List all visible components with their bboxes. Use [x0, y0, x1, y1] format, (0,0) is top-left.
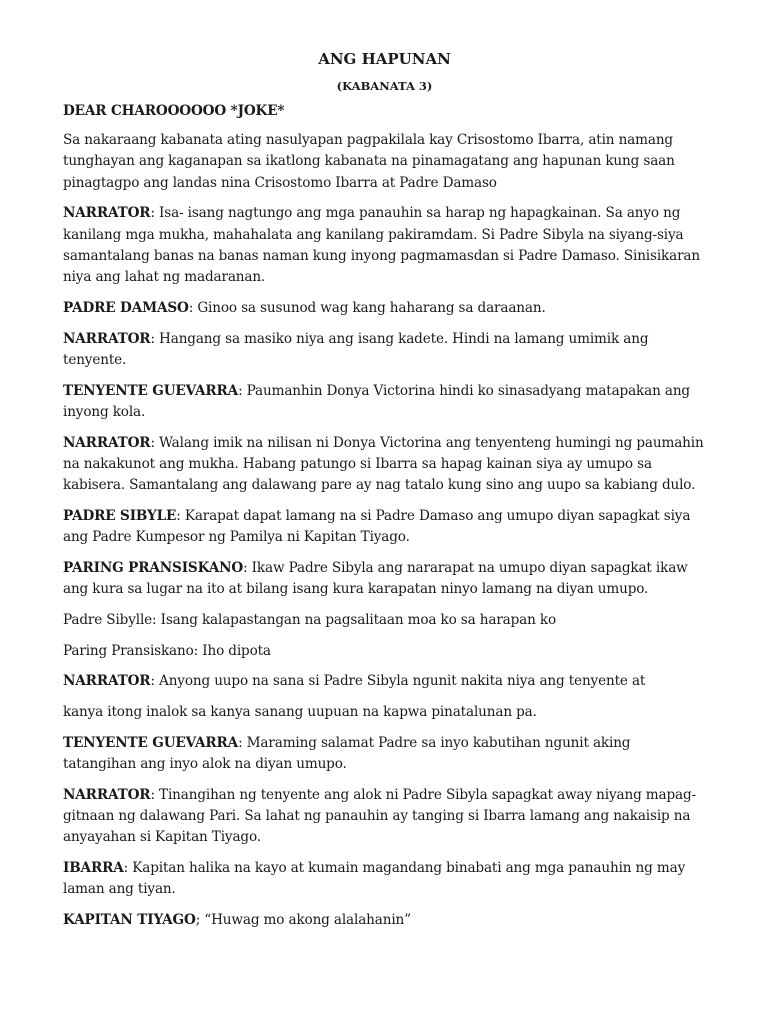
dialogue-paragraph [63, 329, 706, 371]
paragraph-text: Sa nakaraang kabanata ating nasulyapan pagpakilala kay Crisostomo Ibarra, atin namang tunghayan ang kaganapan sa ikatlong kabanata na pinamagatang ang hapunan kung saan pinagtagpo ang landas nina Crisostomo Ibarra at Padre Damaso [63, 132, 675, 191]
body-paragraph [63, 702, 706, 723]
speaker-name: NARRATOR [63, 673, 151, 690]
dialogue-paragraph [63, 671, 706, 692]
document-body [63, 130, 706, 931]
dialogue-paragraph [63, 506, 706, 548]
paragraph-text: : Karapat dapat lamang na si Padre Damaso ang umupo diyan sapagkat siya ang Padre Kumpesor ng Pamilya ni Kapitan Tiyago. [63, 507, 691, 546]
speaker-name: KAPITAN TIYAGO [63, 912, 196, 929]
paragraph-text: : Ikaw Padre Sibyla ang nararapat na umupo diyan sapagkat ikaw ang kura sa lugar na ito at bilang isang kura karapatan ninyo lamang na diyan umupo. [63, 559, 688, 598]
dialogue-paragraph [63, 558, 706, 600]
dialogue-paragraph [63, 203, 706, 288]
paragraph-text: : Anyong uupo na sana si Padre Sibyla ngunit nakita niya ang tenyente at [150, 673, 646, 690]
speaker-name: NARRATOR [63, 434, 151, 451]
speaker-name: TENYENTE GUEVARRA [63, 735, 239, 751]
speaker-name: NARRATOR [63, 205, 151, 222]
speaker-name: TENYENTE GUEVARRA [63, 382, 239, 399]
paragraph-text: : Ginoo sa susunod wag kang haharang sa daraanan. [188, 299, 546, 316]
greeting-line: DEAR CHAROOOOOO *JOKE* [63, 103, 285, 119]
body-paragraph [63, 130, 706, 194]
dialogue-paragraph [63, 910, 706, 931]
speaker-name: NARRATOR [63, 330, 151, 347]
dialogue-paragraph [63, 381, 706, 423]
paragraph-text: : Maraming salamat Padre sa inyo kabutihan ngunit aking tatangihan ang inyo alok na diyan umupo. [63, 735, 631, 773]
paragraph-text: : Walang imik na nilisan ni Donya Victorina ang tenyenteng humingi ng paumahin na nakakunot ang mukha. Habang patungo si Ibarra sa hapag kainan siya ay umupo sa kabisera. Samantalang ang dalawang pare ay nag tatalo kung sino ang uupo sa kabiang dulo. [63, 434, 704, 494]
document-subtitle: (KABANATA 3) [336, 79, 433, 93]
paragraph-text: : Paumanhin Donya Victorina hindi ko sinasadyang matapakan ang inyong kola. [63, 382, 690, 420]
speaker-name: PARING PRANSISKANO [63, 559, 244, 576]
speaker-name: PADRE DAMASO [63, 299, 189, 316]
speaker-name: IBARRA [63, 860, 124, 877]
paragraph-text: : Hangang sa masiko niya ang isang kadete. Hindi na lamang umimik ang tenyente. [63, 330, 649, 368]
dialogue-paragraph [63, 298, 706, 319]
paragraph-text: : Kapitan halika na kayo at kumain magandang binabati ang mga panauhin ng may laman ang tiyan. [63, 860, 686, 898]
paragraph-text: Paring Pransiskano: Iho dipota [63, 642, 271, 659]
document-title: ANG HAPUNAN [318, 50, 451, 68]
dialogue-paragraph [63, 858, 706, 900]
dialogue-paragraph [63, 733, 706, 775]
paragraph-text: : Tinangihan ng tenyente ang alok ni Padre Sibyla sapagkat away niyang mapag-gitnaan ng dalawang Pari. Sa lahat ng panauhin ay tanging si Ibarra lamang ang nakaisip na anyayahan si Kapitan Tiyago. [63, 787, 696, 846]
dialogue-paragraph [63, 433, 706, 497]
speaker-name: NARRATOR [63, 787, 151, 803]
speaker-name: PADRE SIBYLE [63, 507, 177, 524]
body-paragraph [63, 641, 706, 662]
body-paragraph [63, 610, 706, 631]
paragraph-text: kanya itong inalok sa kanya sanang uupuan na kapwa pinatalunan pa. [63, 704, 537, 721]
dialogue-paragraph [63, 785, 706, 849]
paragraph-text: : Isa- isang nagtungo ang mga panauhin sa harap ng hapagkainan. Sa anyo ng kanilang mga mukha, mahahalata ang kanilang pakiramdam. Si Padre Sibyla na siyang-siya samantalang banas na banas naman kung inyong pagmamasdan si Padre Damaso. Sinisikaran niya ang lahat ng madaranan. [63, 205, 700, 286]
paragraph-text: ; “Huwag mo akong alalahanin” [195, 912, 411, 929]
paragraph-text: Padre Sibylle: Isang kalapastangan na pagsalitaan moa ko sa harapan ko [63, 611, 557, 628]
